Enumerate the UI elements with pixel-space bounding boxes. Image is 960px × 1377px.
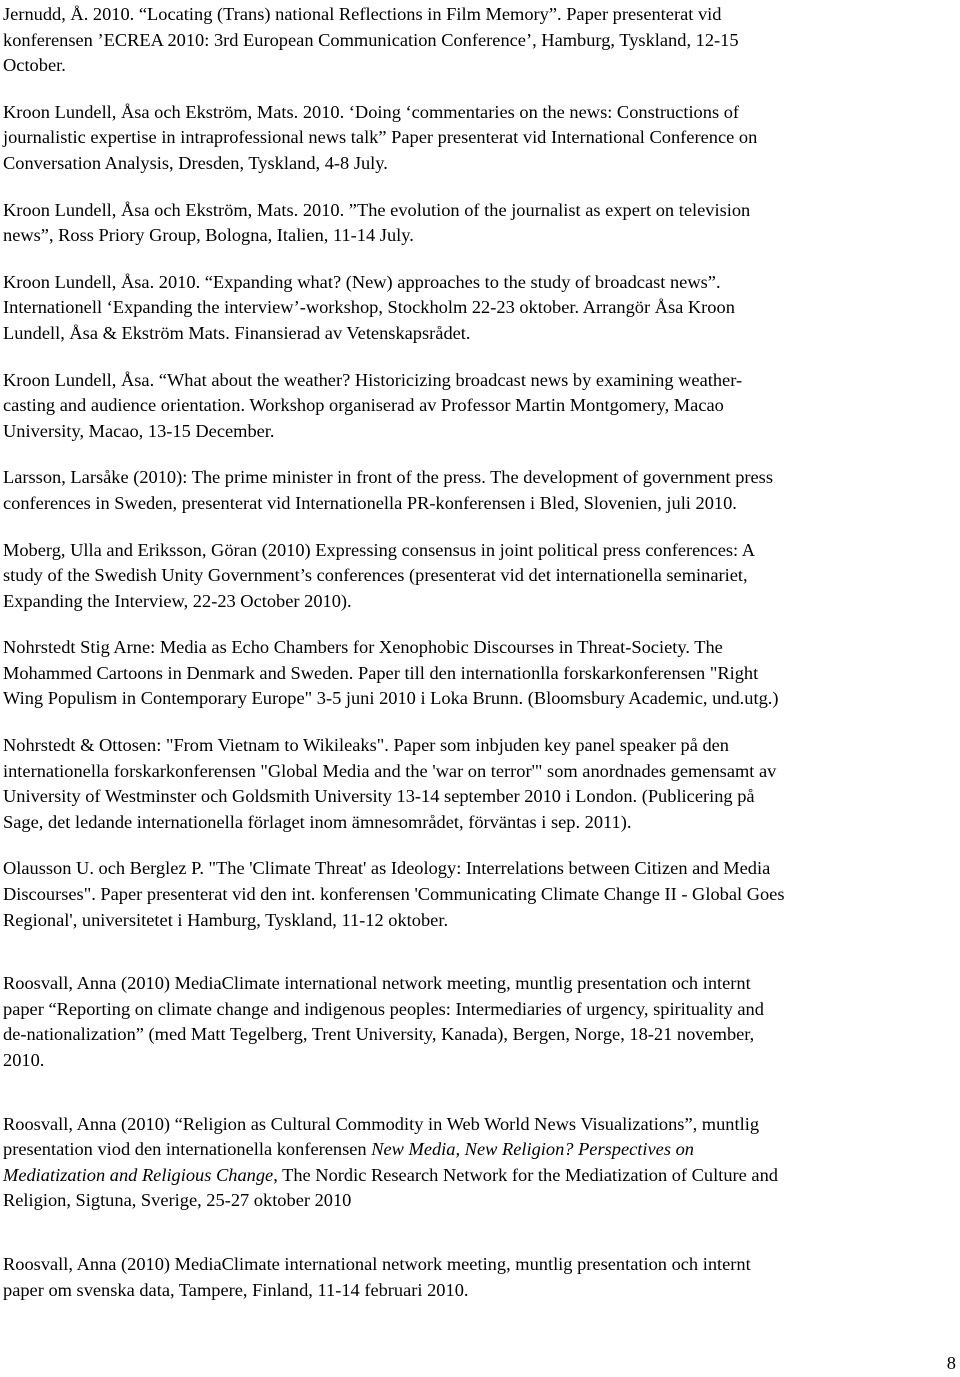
- reference-line: , The Nordic Research Network for the Mediatization of Culture and: [273, 1164, 778, 1185]
- reference-entry: [3, 198, 960, 249]
- reference-line: paper om svenska data, Tampere, Finland, 11-14 februari 2010.: [3, 1279, 469, 1300]
- reference-line: Lundell, Åsa & Ekström Mats. Finansierad av Vetenskapsrådet.: [3, 322, 471, 343]
- reference-line: conferences in Sweden, presenterat vid Internationella PR-konferensen i Bled, Slovenien, juli 2010.: [3, 492, 737, 513]
- reference-line: University of Westminster och Goldsmith University 13-14 september 2010 i London. (Publicering på: [3, 786, 755, 807]
- reference-line: Religion, Sigtuna, Sverige, 25-27 oktober 2010: [3, 1190, 352, 1211]
- reference-line: Nohrstedt & Ottosen: "From Vietnam to Wikileaks". Paper som inbjuden key panel speaker på den: [3, 735, 730, 756]
- reference-line: Regional', universitetet i Hamburg, Tyskland, 11-12 oktober.: [3, 909, 449, 930]
- reference-entry: [3, 2, 960, 79]
- reference-entry: [3, 465, 960, 516]
- reference-line: Roosvall, Anna (2010) “Religion as Cultural Commodity in Web World News Visualizations”, muntlig: [3, 1113, 760, 1134]
- reference-line: paper “Reporting on climate change and indigenous peoples: Intermediaries of urgency, spirituality and: [3, 998, 764, 1019]
- reference-entry: [3, 1252, 960, 1303]
- reference-line: Wing Populism in Contemporary Europe" 3-5 juni 2010 i Loka Brunn. (Bloomsbury Academic, und.utg.): [3, 688, 779, 709]
- reference-line: 2010.: [3, 1050, 45, 1070]
- reference-entry: [3, 971, 960, 1073]
- reference-line: Kroon Lundell, Åsa och Ekström, Mats. 2010. ‘Doing ‘commentaries on the news: Constructions of: [3, 101, 740, 122]
- reference-line: Moberg, Ulla and Eriksson, Göran (2010) Expressing consensus in joint political press conferences: A: [3, 539, 755, 560]
- document-page: [3, 0, 960, 1303]
- reference-line: Internationell ‘Expanding the interview’-workshop, Stockholm 22-23 oktober. Arrangör Åsa Kroon: [3, 297, 735, 318]
- page-number: 8: [946, 1353, 956, 1373]
- reference-entry: [3, 368, 960, 445]
- italic-title: Mediatization and Religious Change: [3, 1164, 274, 1185]
- reference-entry: [3, 856, 960, 933]
- reference-line: Expanding the Interview, 22-23 October 2010).: [3, 590, 352, 611]
- reference-line: Discourses". Paper presenterat vid den int. konferensen 'Communicating Climate Change II - Global Goes: [3, 884, 785, 905]
- reference-line: Mohammed Cartoons in Denmark and Sweden. Paper till den internationlla forskarkonferensen "Right: [3, 662, 759, 683]
- reference-line: Roosvall, Anna (2010) MediaClimate international network meeting, muntlig presentation och internt: [3, 1253, 751, 1274]
- reference-line: Kroon Lundell, Åsa. 2010. “Expanding what? (New) approaches to the study of broadcast news”.: [3, 271, 721, 292]
- reference-line: study of the Swedish Unity Government’s conferences (presenterat vid det internationella seminariet,: [3, 565, 748, 586]
- reference-line: October.: [3, 55, 66, 76]
- reference-line: Kroon Lundell, Åsa och Ekström, Mats. 2010. ”The evolution of the journalist as expert on television: [3, 199, 751, 220]
- reference-line: presentation viod den internationella konferensen: [3, 1139, 372, 1160]
- reference-line: Conversation Analysis, Dresden, Tyskland, 4-8 July.: [3, 152, 388, 173]
- reference-entry: [3, 538, 960, 615]
- reference-line: Nohrstedt Stig Arne: Media as Echo Chambers for Xenophobic Discourses in Threat-Society. The: [3, 637, 723, 658]
- reference-line: Larsson, Larsåke (2010): The prime minister in front of the press. The development of government press: [3, 467, 773, 488]
- reference-line: konferensen ’ECREA 2010: 3rd European Communication Conference’, Hamburg, Tyskland, 12-15: [3, 29, 739, 50]
- reference-entry: [3, 1112, 960, 1214]
- reference-line: Olausson U. och Berglez P. "The 'Climate Threat' as Ideology: Interrelations between Citizen and Media: [3, 858, 771, 879]
- reference-entry: [3, 733, 960, 835]
- reference-line: Sage, det ledande internationella förlaget inom ämnesområdet, förväntas i sep. 2011).: [3, 811, 632, 832]
- reference-entry: [3, 100, 960, 177]
- reference-line: de-nationalization” (med Matt Tegelberg, Trent University, Kanada), Bergen, Norge, 18-21 november,: [3, 1024, 755, 1045]
- reference-line: Roosvall, Anna (2010) MediaClimate international network meeting, muntlig presentation och internt: [3, 973, 751, 994]
- reference-entry: [3, 270, 960, 347]
- italic-title: New Media, New Religion? Perspectives on: [371, 1139, 694, 1160]
- reference-line: internationella forskarkonferensen "Global Media and the 'war on terror'" som anordnades gemensamt av: [3, 760, 777, 781]
- reference-line: casting and audience orientation. Workshop organiserad av Professor Martin Montgomery, Macao: [3, 395, 724, 416]
- reference-line: Kroon Lundell, Åsa. “What about the weather? Historicizing broadcast news by examining weather-: [3, 369, 743, 390]
- reference-line: Jernudd, Å. 2010. “Locating (Trans) national Reflections in Film Memory”. Paper presenterat vid: [3, 4, 722, 24]
- reference-line: journalistic expertise in intraprofessional news talk” Paper presenterat vid International Conference on: [3, 127, 758, 148]
- reference-entry: [3, 635, 960, 712]
- reference-line: University, Macao, 13-15 December.: [3, 420, 275, 441]
- reference-line: news”, Ross Priory Group, Bologna, Italien, 11-14 July.: [3, 225, 414, 246]
